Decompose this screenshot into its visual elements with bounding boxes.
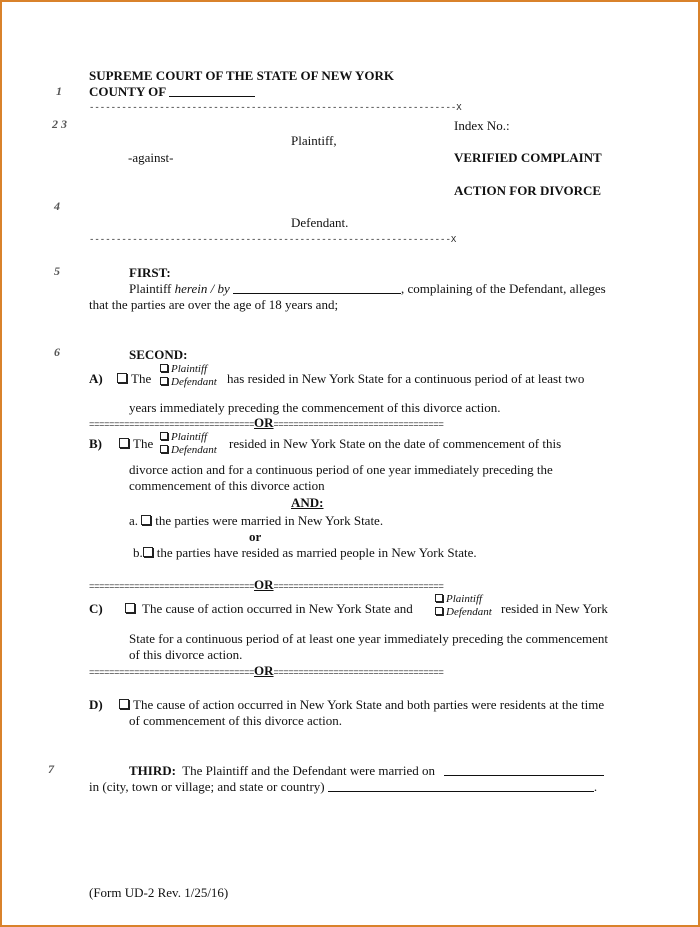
first-heading: FIRST: bbox=[129, 265, 171, 280]
c-text-after: resided in New York bbox=[501, 601, 608, 616]
b-option-b bbox=[133, 545, 477, 560]
third-line-1 bbox=[129, 763, 604, 778]
b-option-b-label: b. bbox=[133, 545, 143, 560]
second-heading: SECOND: bbox=[129, 347, 188, 362]
first-line-1 bbox=[129, 281, 606, 296]
b-the bbox=[119, 436, 153, 451]
a-defendant-text: Defendant bbox=[171, 376, 217, 388]
c-text-main: The cause of action occurred in New York State and bbox=[142, 601, 413, 616]
verified-complaint-title: VERIFIED COMPLAINT bbox=[454, 150, 602, 165]
b-party-defendant bbox=[160, 445, 217, 456]
first-name-blank[interactable] bbox=[233, 282, 401, 294]
or-lower: or bbox=[249, 529, 262, 544]
b-checkbox[interactable] bbox=[119, 438, 129, 448]
b-label: B) bbox=[89, 436, 102, 451]
form-number: (Form UD-2 Rev. 1/25/16) bbox=[89, 885, 229, 900]
marriage-date-blank[interactable] bbox=[444, 764, 604, 776]
third-line-2 bbox=[89, 779, 597, 794]
a-checkbox[interactable] bbox=[117, 373, 127, 383]
dash-line-bottom: -------------------------------------------------------------------X bbox=[89, 235, 457, 245]
against-label: -against- bbox=[128, 150, 174, 165]
b-party-plaintiff bbox=[160, 432, 207, 443]
or-divider-3-right: ================================== bbox=[273, 668, 444, 678]
county-text: COUNTY OF bbox=[89, 84, 166, 99]
c-defendant-text: Defendant bbox=[446, 606, 492, 618]
b-defendant-text: Defendant bbox=[171, 444, 217, 456]
b-option-a-label: a. bbox=[129, 513, 139, 528]
or-divider-1-text: OR bbox=[254, 415, 274, 430]
and-label: AND: bbox=[291, 495, 324, 510]
a-plaintiff-text: Plaintiff bbox=[171, 363, 208, 375]
c-checkbox[interactable] bbox=[125, 603, 135, 613]
b-option-b-checkbox[interactable] bbox=[143, 547, 153, 557]
court-title: SUPREME COURT OF THE STATE OF NEW YORK bbox=[89, 68, 394, 83]
b-text: resided in New York State on the date of commencement of this bbox=[229, 436, 562, 451]
or-divider-2-right: ================================== bbox=[273, 582, 444, 592]
county-blank[interactable] bbox=[169, 85, 255, 97]
b-option-a bbox=[129, 513, 383, 528]
d-text-main: The cause of action occurred in New York State and both parties were residents at the time bbox=[133, 697, 605, 712]
line-number-23: 2 3 bbox=[52, 117, 67, 131]
document-page bbox=[2, 2, 698, 925]
b-option-a-checkbox[interactable] bbox=[141, 515, 151, 525]
c-plaintiff-text: Plaintiff bbox=[446, 593, 483, 605]
third-period: . bbox=[593, 779, 598, 794]
c-plaintiff-checkbox[interactable] bbox=[435, 594, 443, 602]
first-herein-by: herein / by bbox=[174, 281, 230, 296]
a-text-2: years immediately preceding the commencement of this divorce action. bbox=[129, 400, 501, 415]
line-number-5: 5 bbox=[54, 264, 60, 278]
or-divider-2-text: OR bbox=[254, 577, 274, 592]
b-defendant-checkbox[interactable] bbox=[160, 445, 168, 453]
b-plaintiff-checkbox[interactable] bbox=[160, 432, 168, 440]
county-label bbox=[89, 84, 255, 99]
b-plaintiff-text: Plaintiff bbox=[171, 431, 208, 443]
or-divider-1 bbox=[89, 415, 444, 433]
b-text-3: commencement of this divorce action bbox=[129, 478, 325, 493]
c-party-defendant bbox=[435, 607, 492, 618]
c-defendant-checkbox[interactable] bbox=[435, 607, 443, 615]
first-line-2: that the parties are over the age of 18 years and; bbox=[89, 297, 339, 312]
d-text-2: of commencement of this divorce action. bbox=[129, 713, 342, 728]
a-the bbox=[117, 371, 151, 386]
or-divider-2 bbox=[89, 577, 444, 595]
index-no-label: Index No.: bbox=[454, 118, 510, 133]
b-option-a-text: the parties were married in New York State. bbox=[155, 513, 384, 528]
d-text bbox=[119, 697, 604, 712]
first-plaintiff-text: Plaintiff bbox=[129, 281, 172, 296]
or-divider-3-text: OR bbox=[254, 663, 274, 678]
b-the-text: The bbox=[133, 436, 154, 451]
third-text: The Plaintiff and the Defendant were married on bbox=[182, 763, 436, 778]
a-party-defendant bbox=[160, 377, 217, 388]
third-heading: THIRD: bbox=[129, 763, 176, 778]
a-plaintiff-checkbox[interactable] bbox=[160, 364, 168, 372]
d-checkbox[interactable] bbox=[119, 699, 129, 709]
line-number-1: 1 bbox=[56, 84, 62, 98]
or-divider-1-right: ================================== bbox=[273, 420, 444, 430]
defendant-label: Defendant. bbox=[291, 215, 349, 230]
line-number-6: 6 bbox=[54, 345, 60, 359]
line-number-7: 7 bbox=[48, 762, 54, 776]
action-for-divorce-title: ACTION FOR DIVORCE bbox=[454, 183, 602, 198]
b-option-b-text: the parties have resided as married people in New York State. bbox=[156, 545, 477, 560]
or-divider-3-left: ================================= bbox=[89, 668, 255, 678]
third-text-2: in (city, town or village; and state or country) bbox=[89, 779, 325, 794]
or-divider-3 bbox=[89, 663, 444, 681]
line-number-4: 4 bbox=[54, 199, 60, 213]
or-divider-2-left: ================================= bbox=[89, 582, 255, 592]
a-defendant-checkbox[interactable] bbox=[160, 377, 168, 385]
plaintiff-label: Plaintiff, bbox=[291, 133, 337, 148]
a-text: has resided in New York State for a continuous period of at least two bbox=[227, 371, 585, 386]
c-party-plaintiff bbox=[435, 594, 482, 605]
a-party-plaintiff bbox=[160, 364, 207, 375]
dash-line-top: --------------------------------------------------------------------X bbox=[89, 103, 462, 113]
a-the-text: The bbox=[131, 371, 152, 386]
c-text-2: State for a continuous period of at least one year immediately preceding the commencement bbox=[129, 631, 609, 646]
a-label: A) bbox=[89, 371, 103, 386]
c-text bbox=[125, 601, 413, 616]
or-divider-1-left: ================================= bbox=[89, 420, 255, 430]
first-complaining-text: , complaining of the Defendant, alleges bbox=[401, 281, 606, 296]
d-label: D) bbox=[89, 697, 103, 712]
b-text-2: divorce action and for a continuous period of one year immediately preceding the bbox=[129, 462, 553, 477]
marriage-place-blank[interactable] bbox=[328, 780, 594, 792]
c-text-3: of this divorce action. bbox=[129, 647, 243, 662]
c-label: C) bbox=[89, 601, 103, 616]
